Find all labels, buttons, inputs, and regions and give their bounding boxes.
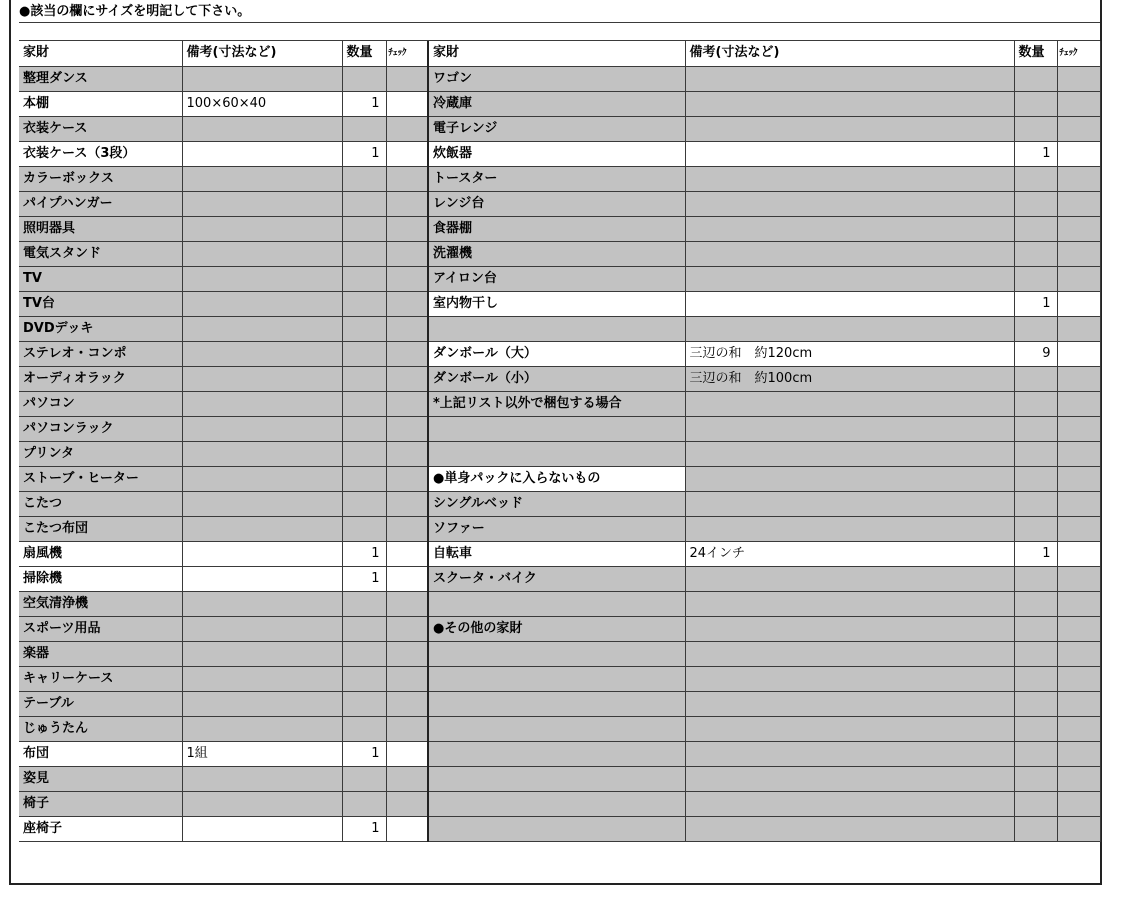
table-row (19, 566, 1100, 591)
right-qty-cell[interactable] (1014, 91, 1057, 116)
left-qty-cell[interactable]: 1 (342, 141, 386, 166)
right-item-cell: 洗濯機 (428, 241, 685, 266)
right-item-cell (428, 666, 685, 691)
left-remarks-cell[interactable] (182, 391, 342, 416)
left-check-cell[interactable] (386, 166, 428, 191)
right-check-cell[interactable] (1057, 816, 1100, 841)
left-remarks-cell[interactable] (182, 141, 342, 166)
right-remarks-cell[interactable]: 三辺の和 約120cm (685, 341, 1014, 366)
left-qty-cell[interactable] (342, 66, 386, 91)
right-remarks-cell[interactable] (685, 116, 1014, 141)
right-check-cell[interactable] (1057, 741, 1100, 766)
right-qty-cell[interactable] (1014, 191, 1057, 216)
table-row (19, 191, 1100, 216)
right-item-cell: 電子レンジ (428, 116, 685, 141)
instruction-notice: ●該当の欄にサイズを明記して下さい。 (19, 4, 251, 19)
right-item-cell: ●その他の家財 (428, 616, 685, 641)
right-remarks-cell[interactable] (685, 316, 1014, 341)
table-row (19, 741, 1100, 766)
left-remarks-cell[interactable]: 100×60×40 (182, 91, 342, 116)
table-row (19, 491, 1100, 516)
right-remarks-cell[interactable] (685, 266, 1014, 291)
left-check-cell[interactable] (386, 691, 428, 716)
left-qty-cell[interactable] (342, 116, 386, 141)
right-item-cell (428, 741, 685, 766)
left-check-cell[interactable] (386, 366, 428, 391)
right-qty-cell[interactable] (1014, 366, 1057, 391)
left-check-cell[interactable] (386, 341, 428, 366)
right-check-cell[interactable] (1057, 241, 1100, 266)
right-item-cell: ワゴン (428, 66, 685, 91)
right-qty-cell[interactable] (1014, 616, 1057, 641)
right-qty-cell[interactable] (1014, 316, 1057, 341)
right-remarks-cell[interactable]: 三辺の和 約100cm (685, 366, 1014, 391)
left-remarks-cell[interactable] (182, 366, 342, 391)
left-qty-cell[interactable] (342, 666, 386, 691)
left-qty-cell[interactable] (342, 766, 386, 791)
header-remarks-left: 備考(寸法など) (182, 41, 342, 66)
table-row (19, 316, 1100, 341)
left-check-cell[interactable] (386, 116, 428, 141)
table-row (19, 266, 1100, 291)
left-remarks-cell[interactable] (182, 541, 342, 566)
right-item-cell: ●単身パックに入らないもの (428, 466, 685, 491)
left-qty-cell[interactable] (342, 191, 386, 216)
right-check-cell[interactable] (1057, 491, 1100, 516)
left-qty-cell[interactable] (342, 291, 386, 316)
right-check-cell[interactable] (1057, 666, 1100, 691)
table-row (19, 291, 1100, 316)
left-qty-cell[interactable] (342, 316, 386, 341)
right-item-cell: ダンボール（小） (428, 366, 685, 391)
left-check-cell[interactable] (386, 416, 428, 441)
right-item-cell (428, 791, 685, 816)
right-item-cell (428, 766, 685, 791)
left-qty-cell[interactable]: 1 (342, 741, 386, 766)
right-item-cell: 食器棚 (428, 216, 685, 241)
left-item-cell: ストーブ・ヒーター (19, 466, 182, 491)
right-remarks-cell[interactable] (685, 141, 1014, 166)
header-row (19, 41, 1100, 66)
table-row (19, 141, 1100, 166)
right-check-cell[interactable] (1057, 391, 1100, 416)
right-qty-cell[interactable] (1014, 416, 1057, 441)
left-check-cell[interactable] (386, 516, 428, 541)
right-qty-cell[interactable] (1014, 166, 1057, 191)
right-check-cell[interactable] (1057, 291, 1100, 316)
right-check-cell[interactable] (1057, 216, 1100, 241)
table-row (19, 441, 1100, 466)
left-check-cell[interactable] (386, 741, 428, 766)
right-check-cell[interactable] (1057, 416, 1100, 441)
left-check-cell[interactable] (386, 241, 428, 266)
left-item-cell: DVDデッキ (19, 316, 182, 341)
right-qty-cell[interactable] (1014, 566, 1057, 591)
right-remarks-cell[interactable] (685, 216, 1014, 241)
right-qty-cell[interactable]: 1 (1014, 541, 1057, 566)
left-item-cell: TV台 (19, 291, 182, 316)
right-qty-cell[interactable] (1014, 241, 1057, 266)
right-remarks-cell[interactable] (685, 441, 1014, 466)
right-remarks-cell[interactable] (685, 666, 1014, 691)
left-qty-cell[interactable]: 1 (342, 91, 386, 116)
right-qty-cell[interactable] (1014, 391, 1057, 416)
right-item-cell (428, 591, 685, 616)
table-row (19, 616, 1100, 641)
right-check-cell[interactable] (1057, 541, 1100, 566)
left-item-cell: こたつ布団 (19, 516, 182, 541)
right-remarks-cell[interactable] (685, 191, 1014, 216)
right-remarks-cell[interactable]: 24インチ (685, 541, 1014, 566)
left-remarks-cell[interactable] (182, 616, 342, 641)
left-check-cell[interactable] (386, 791, 428, 816)
right-qty-cell[interactable] (1014, 741, 1057, 766)
right-item-cell (428, 316, 685, 341)
left-qty-cell[interactable] (342, 166, 386, 191)
left-remarks-cell[interactable] (182, 691, 342, 716)
left-remarks-cell[interactable] (182, 491, 342, 516)
header-qty-left: 数量 (342, 41, 386, 66)
left-qty-cell[interactable]: 1 (342, 566, 386, 591)
left-qty-cell[interactable] (342, 266, 386, 291)
right-qty-cell[interactable] (1014, 466, 1057, 491)
right-remarks-cell[interactable] (685, 391, 1014, 416)
right-remarks-cell[interactable] (685, 766, 1014, 791)
right-remarks-cell[interactable] (685, 641, 1014, 666)
left-check-cell[interactable] (386, 466, 428, 491)
left-check-cell[interactable] (386, 141, 428, 166)
right-item-cell: トースター (428, 166, 685, 191)
right-remarks-cell[interactable] (685, 91, 1014, 116)
right-item-cell: スクータ・バイク (428, 566, 685, 591)
left-remarks-cell[interactable] (182, 241, 342, 266)
right-qty-cell[interactable] (1014, 791, 1057, 816)
left-remarks-cell[interactable] (182, 166, 342, 191)
table-row (19, 166, 1100, 191)
left-remarks-cell[interactable] (182, 566, 342, 591)
left-qty-cell[interactable] (342, 391, 386, 416)
right-qty-cell[interactable]: 1 (1014, 141, 1057, 166)
table-row (19, 666, 1100, 691)
left-item-cell: 扇風機 (19, 541, 182, 566)
header-check-left: ﾁｪｯｸ (386, 41, 428, 66)
left-check-cell[interactable] (386, 91, 428, 116)
header-item-left: 家財 (19, 41, 182, 66)
right-item-cell: 室内物干し (428, 291, 685, 316)
right-item-cell: 冷蔵庫 (428, 91, 685, 116)
left-item-cell: 椅子 (19, 791, 182, 816)
table-row (19, 791, 1100, 816)
left-remarks-cell[interactable] (182, 116, 342, 141)
left-qty-cell[interactable] (342, 416, 386, 441)
right-check-cell[interactable] (1057, 341, 1100, 366)
right-qty-cell[interactable] (1014, 766, 1057, 791)
left-check-cell[interactable] (386, 291, 428, 316)
left-qty-cell[interactable] (342, 491, 386, 516)
left-item-cell: テーブル (19, 691, 182, 716)
left-item-cell: 布団 (19, 741, 182, 766)
left-remarks-cell[interactable] (182, 66, 342, 91)
right-check-cell[interactable] (1057, 466, 1100, 491)
left-remarks-cell[interactable] (182, 816, 342, 841)
right-remarks-cell[interactable] (685, 816, 1014, 841)
left-check-cell[interactable] (386, 591, 428, 616)
table-row (19, 691, 1100, 716)
left-remarks-cell[interactable] (182, 316, 342, 341)
left-qty-cell[interactable] (342, 241, 386, 266)
right-qty-cell[interactable] (1014, 641, 1057, 666)
left-remarks-cell[interactable] (182, 216, 342, 241)
right-check-cell[interactable] (1057, 691, 1100, 716)
table-row (19, 541, 1100, 566)
table-row (19, 766, 1100, 791)
left-item-cell: じゅうたん (19, 716, 182, 741)
left-remarks-cell[interactable] (182, 416, 342, 441)
left-qty-cell[interactable] (342, 441, 386, 466)
right-qty-cell[interactable] (1014, 716, 1057, 741)
left-check-cell[interactable] (386, 666, 428, 691)
right-item-cell (428, 441, 685, 466)
right-qty-cell[interactable] (1014, 591, 1057, 616)
left-qty-cell[interactable] (342, 641, 386, 666)
right-item-cell: ダンボール（大） (428, 341, 685, 366)
right-check-cell[interactable] (1057, 266, 1100, 291)
right-qty-cell[interactable] (1014, 116, 1057, 141)
left-item-cell: 楽器 (19, 641, 182, 666)
left-qty-cell[interactable] (342, 466, 386, 491)
right-check-cell[interactable] (1057, 166, 1100, 191)
right-qty-cell[interactable] (1014, 491, 1057, 516)
right-qty-cell[interactable]: 9 (1014, 341, 1057, 366)
left-item-cell: プリンタ (19, 441, 182, 466)
right-check-cell[interactable] (1057, 316, 1100, 341)
left-check-cell[interactable] (386, 316, 428, 341)
right-check-cell[interactable] (1057, 66, 1100, 91)
left-remarks-cell[interactable]: 1組 (182, 741, 342, 766)
inventory-table-body (19, 41, 1100, 841)
table-row (19, 341, 1100, 366)
right-qty-cell[interactable] (1014, 666, 1057, 691)
right-check-cell[interactable] (1057, 591, 1100, 616)
left-remarks-cell[interactable] (182, 266, 342, 291)
inventory-table (19, 41, 1101, 842)
left-check-cell[interactable] (386, 816, 428, 841)
table-row (19, 116, 1100, 141)
left-qty-cell[interactable] (342, 216, 386, 241)
left-item-cell: カラーボックス (19, 166, 182, 191)
right-qty-cell[interactable] (1014, 816, 1057, 841)
right-remarks-cell[interactable] (685, 591, 1014, 616)
table-row (19, 591, 1100, 616)
table-row (19, 716, 1100, 741)
right-item-cell (428, 816, 685, 841)
right-remarks-cell[interactable] (685, 416, 1014, 441)
left-remarks-cell[interactable] (182, 641, 342, 666)
right-check-cell[interactable] (1057, 641, 1100, 666)
right-item-cell: *上記リスト以外で梱包する場合 (428, 391, 685, 416)
right-check-cell[interactable] (1057, 441, 1100, 466)
right-remarks-cell[interactable] (685, 241, 1014, 266)
right-remarks-cell[interactable] (685, 66, 1014, 91)
table-row (19, 66, 1100, 91)
left-item-cell: TV (19, 266, 182, 291)
left-check-cell[interactable] (386, 566, 428, 591)
right-remarks-cell[interactable] (685, 291, 1014, 316)
notice-row-border (19, 22, 1100, 41)
left-qty-cell[interactable]: 1 (342, 541, 386, 566)
right-item-cell (428, 716, 685, 741)
left-qty-cell[interactable] (342, 616, 386, 641)
left-check-cell[interactable] (386, 716, 428, 741)
left-item-cell: パソコンラック (19, 416, 182, 441)
right-item-cell: 自転車 (428, 541, 685, 566)
right-remarks-cell[interactable] (685, 741, 1014, 766)
right-remarks-cell[interactable] (685, 691, 1014, 716)
header-check-right: ﾁｪｯｸ (1057, 41, 1100, 66)
left-item-cell: 照明器具 (19, 216, 182, 241)
left-check-cell[interactable] (386, 616, 428, 641)
right-qty-cell[interactable]: 1 (1014, 291, 1057, 316)
left-remarks-cell[interactable] (182, 766, 342, 791)
right-qty-cell[interactable] (1014, 266, 1057, 291)
left-remarks-cell[interactable] (182, 516, 342, 541)
left-remarks-cell[interactable] (182, 591, 342, 616)
left-check-cell[interactable] (386, 766, 428, 791)
table-row (19, 641, 1100, 666)
left-remarks-cell[interactable] (182, 291, 342, 316)
table-row (19, 241, 1100, 266)
left-qty-cell[interactable] (342, 791, 386, 816)
right-check-cell[interactable] (1057, 141, 1100, 166)
right-item-cell: シングルベッド (428, 491, 685, 516)
right-remarks-cell[interactable] (685, 716, 1014, 741)
left-item-cell: 衣装ケース (19, 116, 182, 141)
left-item-cell: 座椅子 (19, 816, 182, 841)
right-item-cell: ソファー (428, 516, 685, 541)
right-item-cell: アイロン台 (428, 266, 685, 291)
left-remarks-cell[interactable] (182, 666, 342, 691)
left-check-cell[interactable] (386, 441, 428, 466)
right-check-cell[interactable] (1057, 566, 1100, 591)
table-row (19, 466, 1100, 491)
left-qty-cell[interactable] (342, 716, 386, 741)
left-item-cell: キャリーケース (19, 666, 182, 691)
left-item-cell: 空気清浄機 (19, 591, 182, 616)
header-remarks-right: 備考(寸法など) (685, 41, 1014, 66)
left-item-cell: 整理ダンス (19, 66, 182, 91)
left-check-cell[interactable] (386, 541, 428, 566)
right-check-cell[interactable] (1057, 716, 1100, 741)
left-check-cell[interactable] (386, 641, 428, 666)
right-remarks-cell[interactable] (685, 566, 1014, 591)
right-check-cell[interactable] (1057, 516, 1100, 541)
left-item-cell: 掃除機 (19, 566, 182, 591)
table-row (19, 416, 1100, 441)
left-remarks-cell[interactable] (182, 716, 342, 741)
right-item-cell (428, 416, 685, 441)
left-check-cell[interactable] (386, 391, 428, 416)
left-qty-cell[interactable] (342, 516, 386, 541)
right-check-cell[interactable] (1057, 191, 1100, 216)
right-check-cell[interactable] (1057, 116, 1100, 141)
header-qty-right: 数量 (1014, 41, 1057, 66)
left-check-cell[interactable] (386, 66, 428, 91)
left-remarks-cell[interactable] (182, 341, 342, 366)
left-check-cell[interactable] (386, 216, 428, 241)
right-item-cell (428, 691, 685, 716)
left-item-cell: 衣装ケース（3段） (19, 141, 182, 166)
left-item-cell: パソコン (19, 391, 182, 416)
right-remarks-cell[interactable] (685, 616, 1014, 641)
right-item-cell: 炊飯器 (428, 141, 685, 166)
right-qty-cell[interactable] (1014, 66, 1057, 91)
right-remarks-cell[interactable] (685, 791, 1014, 816)
left-item-cell: 姿見 (19, 766, 182, 791)
left-qty-cell[interactable] (342, 341, 386, 366)
table-row (19, 391, 1100, 416)
left-check-cell[interactable] (386, 266, 428, 291)
right-check-cell[interactable] (1057, 366, 1100, 391)
right-qty-cell[interactable] (1014, 216, 1057, 241)
left-item-cell: スポーツ用品 (19, 616, 182, 641)
right-check-cell[interactable] (1057, 766, 1100, 791)
right-check-cell[interactable] (1057, 616, 1100, 641)
right-remarks-cell[interactable] (685, 166, 1014, 191)
right-check-cell[interactable] (1057, 91, 1100, 116)
table-row (19, 91, 1100, 116)
left-qty-cell[interactable] (342, 691, 386, 716)
right-remarks-cell[interactable] (685, 516, 1014, 541)
left-item-cell: 電気スタンド (19, 241, 182, 266)
right-item-cell: レンジ台 (428, 191, 685, 216)
left-qty-cell[interactable] (342, 366, 386, 391)
left-qty-cell[interactable]: 1 (342, 816, 386, 841)
table-row (19, 366, 1100, 391)
left-check-cell[interactable] (386, 191, 428, 216)
table-row (19, 516, 1100, 541)
right-qty-cell[interactable] (1014, 441, 1057, 466)
right-item-cell (428, 641, 685, 666)
left-item-cell: こたつ (19, 491, 182, 516)
right-check-cell[interactable] (1057, 791, 1100, 816)
table-row (19, 216, 1100, 241)
left-item-cell: パイプハンガー (19, 191, 182, 216)
table-row (19, 816, 1100, 841)
header-item-right: 家財 (428, 41, 685, 66)
right-qty-cell[interactable] (1014, 691, 1057, 716)
left-remarks-cell[interactable] (182, 791, 342, 816)
left-remarks-cell[interactable] (182, 466, 342, 491)
left-item-cell: ステレオ・コンポ (19, 341, 182, 366)
left-remarks-cell[interactable] (182, 191, 342, 216)
right-remarks-cell[interactable] (685, 491, 1014, 516)
right-remarks-cell[interactable] (685, 466, 1014, 491)
left-check-cell[interactable] (386, 491, 428, 516)
left-remarks-cell[interactable] (182, 441, 342, 466)
left-item-cell: 本棚 (19, 91, 182, 116)
left-item-cell: オーディオラック (19, 366, 182, 391)
right-qty-cell[interactable] (1014, 516, 1057, 541)
left-qty-cell[interactable] (342, 591, 386, 616)
